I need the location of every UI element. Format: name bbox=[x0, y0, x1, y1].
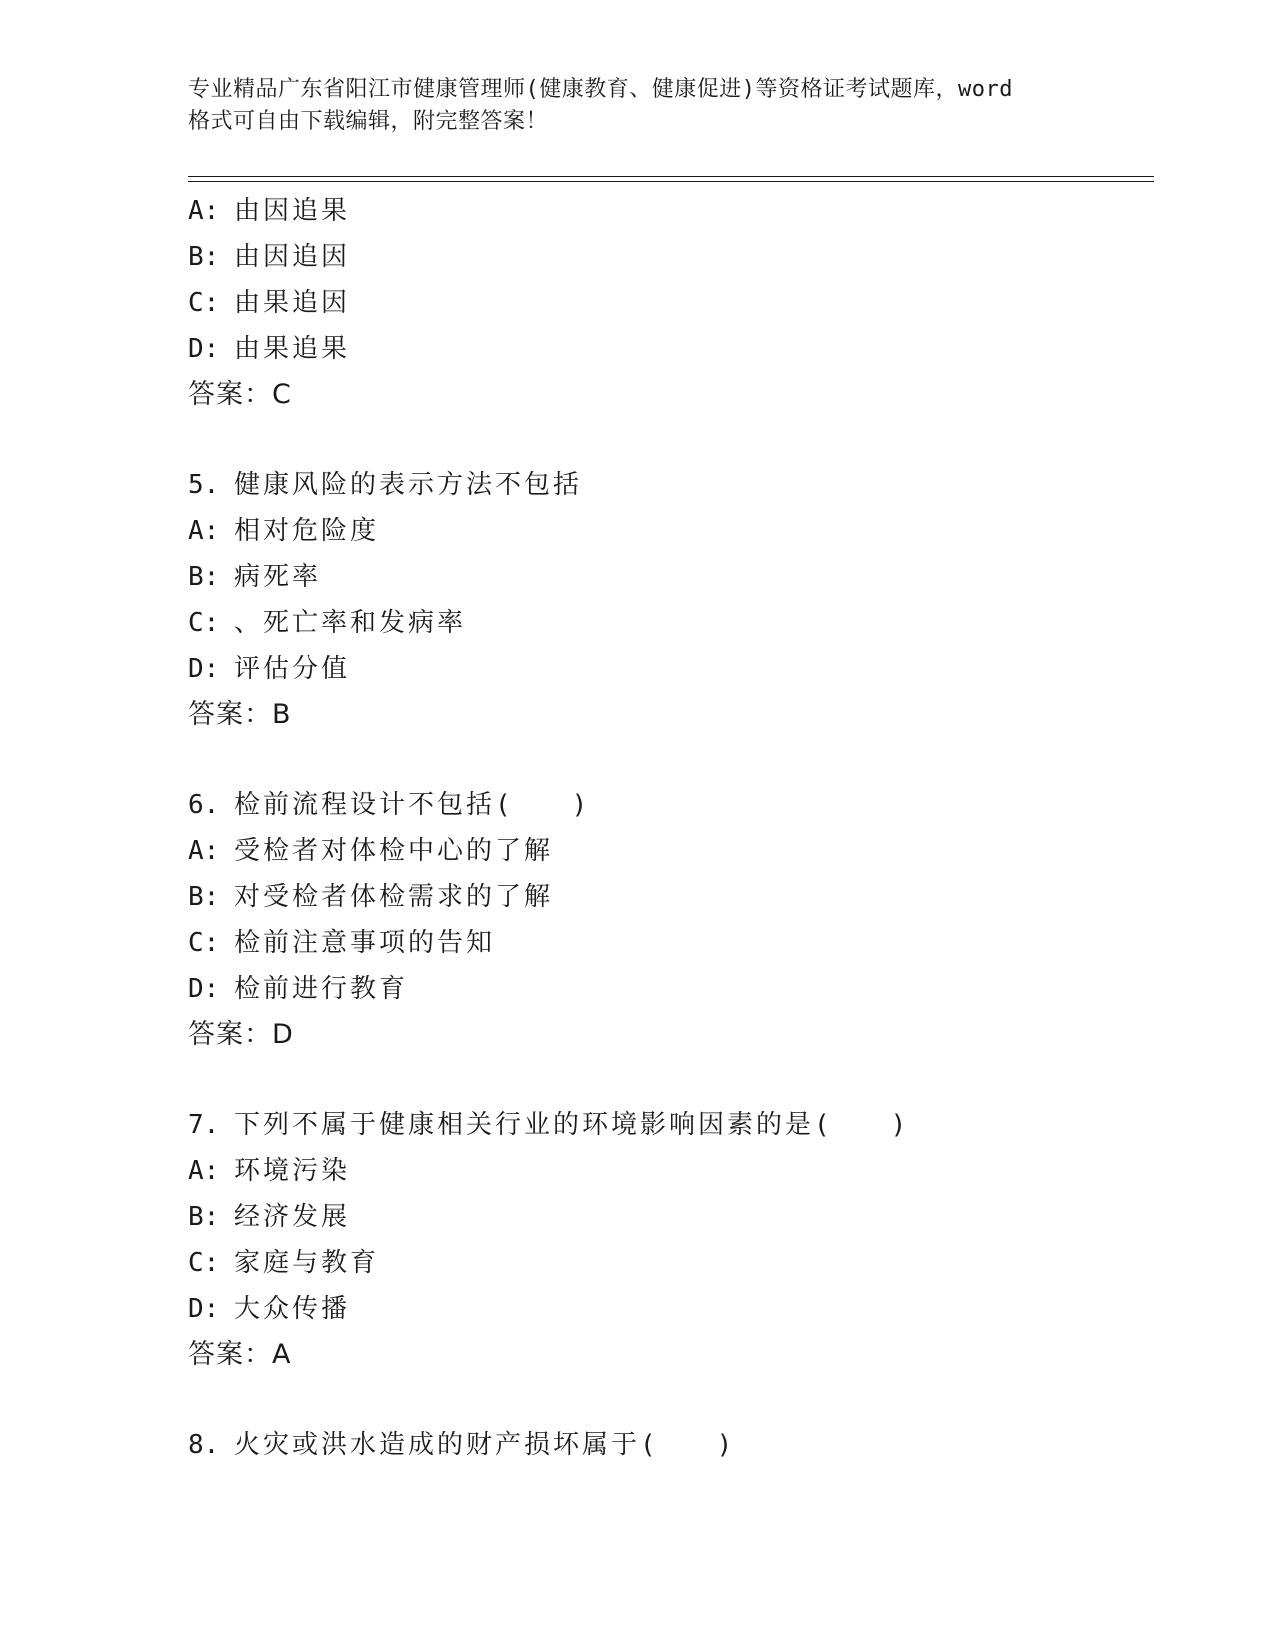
header-line-1: 专业精品广东省阳江市健康管理师(健康教育、健康促进)等资格证考试题库，word bbox=[188, 77, 1013, 102]
question-text: 下列不属于健康相关行业的环境影响因素的是( ) bbox=[234, 1110, 910, 1140]
option-text: 对受检者体检需求的了解 bbox=[234, 882, 554, 912]
option-letter: C: bbox=[188, 1248, 220, 1278]
question-4 bbox=[188, 188, 1148, 418]
question-7 bbox=[188, 1102, 1148, 1378]
option-text: 经济发展 bbox=[234, 1202, 351, 1232]
option-text: 环境污染 bbox=[234, 1156, 351, 1186]
header-line-2: 格式可自由下载编辑，附完整答案！ bbox=[188, 109, 549, 134]
question-text: 健康风险的表示方法不包括 bbox=[234, 470, 583, 500]
option-letter: A: bbox=[188, 196, 220, 226]
option-letter: D: bbox=[188, 1294, 220, 1324]
question-stem bbox=[188, 1102, 1148, 1148]
option-d bbox=[188, 966, 1148, 1012]
answer-line: 答案：C bbox=[188, 379, 292, 410]
question-number: 5. bbox=[188, 470, 220, 500]
option-letter: A: bbox=[188, 1156, 220, 1186]
answer-line: 答案：A bbox=[188, 1339, 292, 1370]
option-text: 受检者对体检中心的了解 bbox=[234, 836, 554, 866]
option-text: 检前进行教育 bbox=[234, 974, 409, 1004]
option-d bbox=[188, 326, 1148, 372]
header-rule-top bbox=[188, 176, 1154, 177]
question-text: 检前流程设计不包括( ) bbox=[234, 790, 591, 820]
option-a bbox=[188, 188, 1148, 234]
spacer bbox=[188, 1058, 1148, 1102]
question-text: 火灾或洪水造成的财产损坏属于( ) bbox=[234, 1430, 736, 1460]
option-text: 大众传播 bbox=[234, 1294, 351, 1324]
option-letter: C: bbox=[188, 288, 220, 318]
option-b bbox=[188, 1194, 1148, 1240]
question-5 bbox=[188, 462, 1148, 738]
option-text: 家庭与教育 bbox=[234, 1248, 380, 1278]
option-c bbox=[188, 600, 1148, 646]
option-c bbox=[188, 280, 1148, 326]
option-text: 由因追因 bbox=[234, 242, 351, 272]
question-8 bbox=[188, 1422, 1148, 1468]
answer-line: 答案：D bbox=[188, 1019, 294, 1050]
option-letter: C: bbox=[188, 608, 220, 638]
option-letter: B: bbox=[188, 1202, 220, 1232]
question-stem bbox=[188, 782, 1148, 828]
option-a bbox=[188, 508, 1148, 554]
spacer bbox=[188, 1378, 1148, 1422]
option-text: 病死率 bbox=[234, 562, 322, 592]
spacer bbox=[188, 738, 1148, 782]
option-text: 相对危险度 bbox=[234, 516, 380, 546]
option-d bbox=[188, 1286, 1148, 1332]
option-letter: B: bbox=[188, 882, 220, 912]
option-letter: A: bbox=[188, 516, 220, 546]
question-number: 6. bbox=[188, 790, 220, 820]
question-stem bbox=[188, 462, 1148, 508]
question-list bbox=[188, 188, 1148, 1468]
option-text: 、死亡率和发病率 bbox=[234, 608, 467, 638]
option-text: 检前注意事项的告知 bbox=[234, 928, 496, 958]
option-text: 评估分值 bbox=[234, 654, 351, 684]
answer-line: 答案：B bbox=[188, 699, 292, 730]
option-letter: B: bbox=[188, 562, 220, 592]
page-header bbox=[188, 74, 1088, 138]
question-number: 7. bbox=[188, 1110, 220, 1140]
option-c bbox=[188, 920, 1148, 966]
option-b bbox=[188, 874, 1148, 920]
option-letter: A: bbox=[188, 836, 220, 866]
option-letter: D: bbox=[188, 334, 220, 364]
option-a bbox=[188, 1148, 1148, 1194]
option-text: 由因追果 bbox=[234, 196, 351, 226]
option-text: 由果追果 bbox=[234, 334, 351, 364]
header-rule-bottom bbox=[188, 181, 1154, 182]
question-6 bbox=[188, 782, 1148, 1058]
option-text: 由果追因 bbox=[234, 288, 351, 318]
option-b bbox=[188, 554, 1148, 600]
spacer bbox=[188, 418, 1148, 462]
option-d bbox=[188, 646, 1148, 692]
option-b bbox=[188, 234, 1148, 280]
option-letter: B: bbox=[188, 242, 220, 272]
option-a bbox=[188, 828, 1148, 874]
option-letter: D: bbox=[188, 654, 220, 684]
option-letter: C: bbox=[188, 928, 220, 958]
option-c bbox=[188, 1240, 1148, 1286]
option-letter: D: bbox=[188, 974, 220, 1004]
question-stem bbox=[188, 1422, 1148, 1468]
question-number: 8. bbox=[188, 1430, 220, 1460]
